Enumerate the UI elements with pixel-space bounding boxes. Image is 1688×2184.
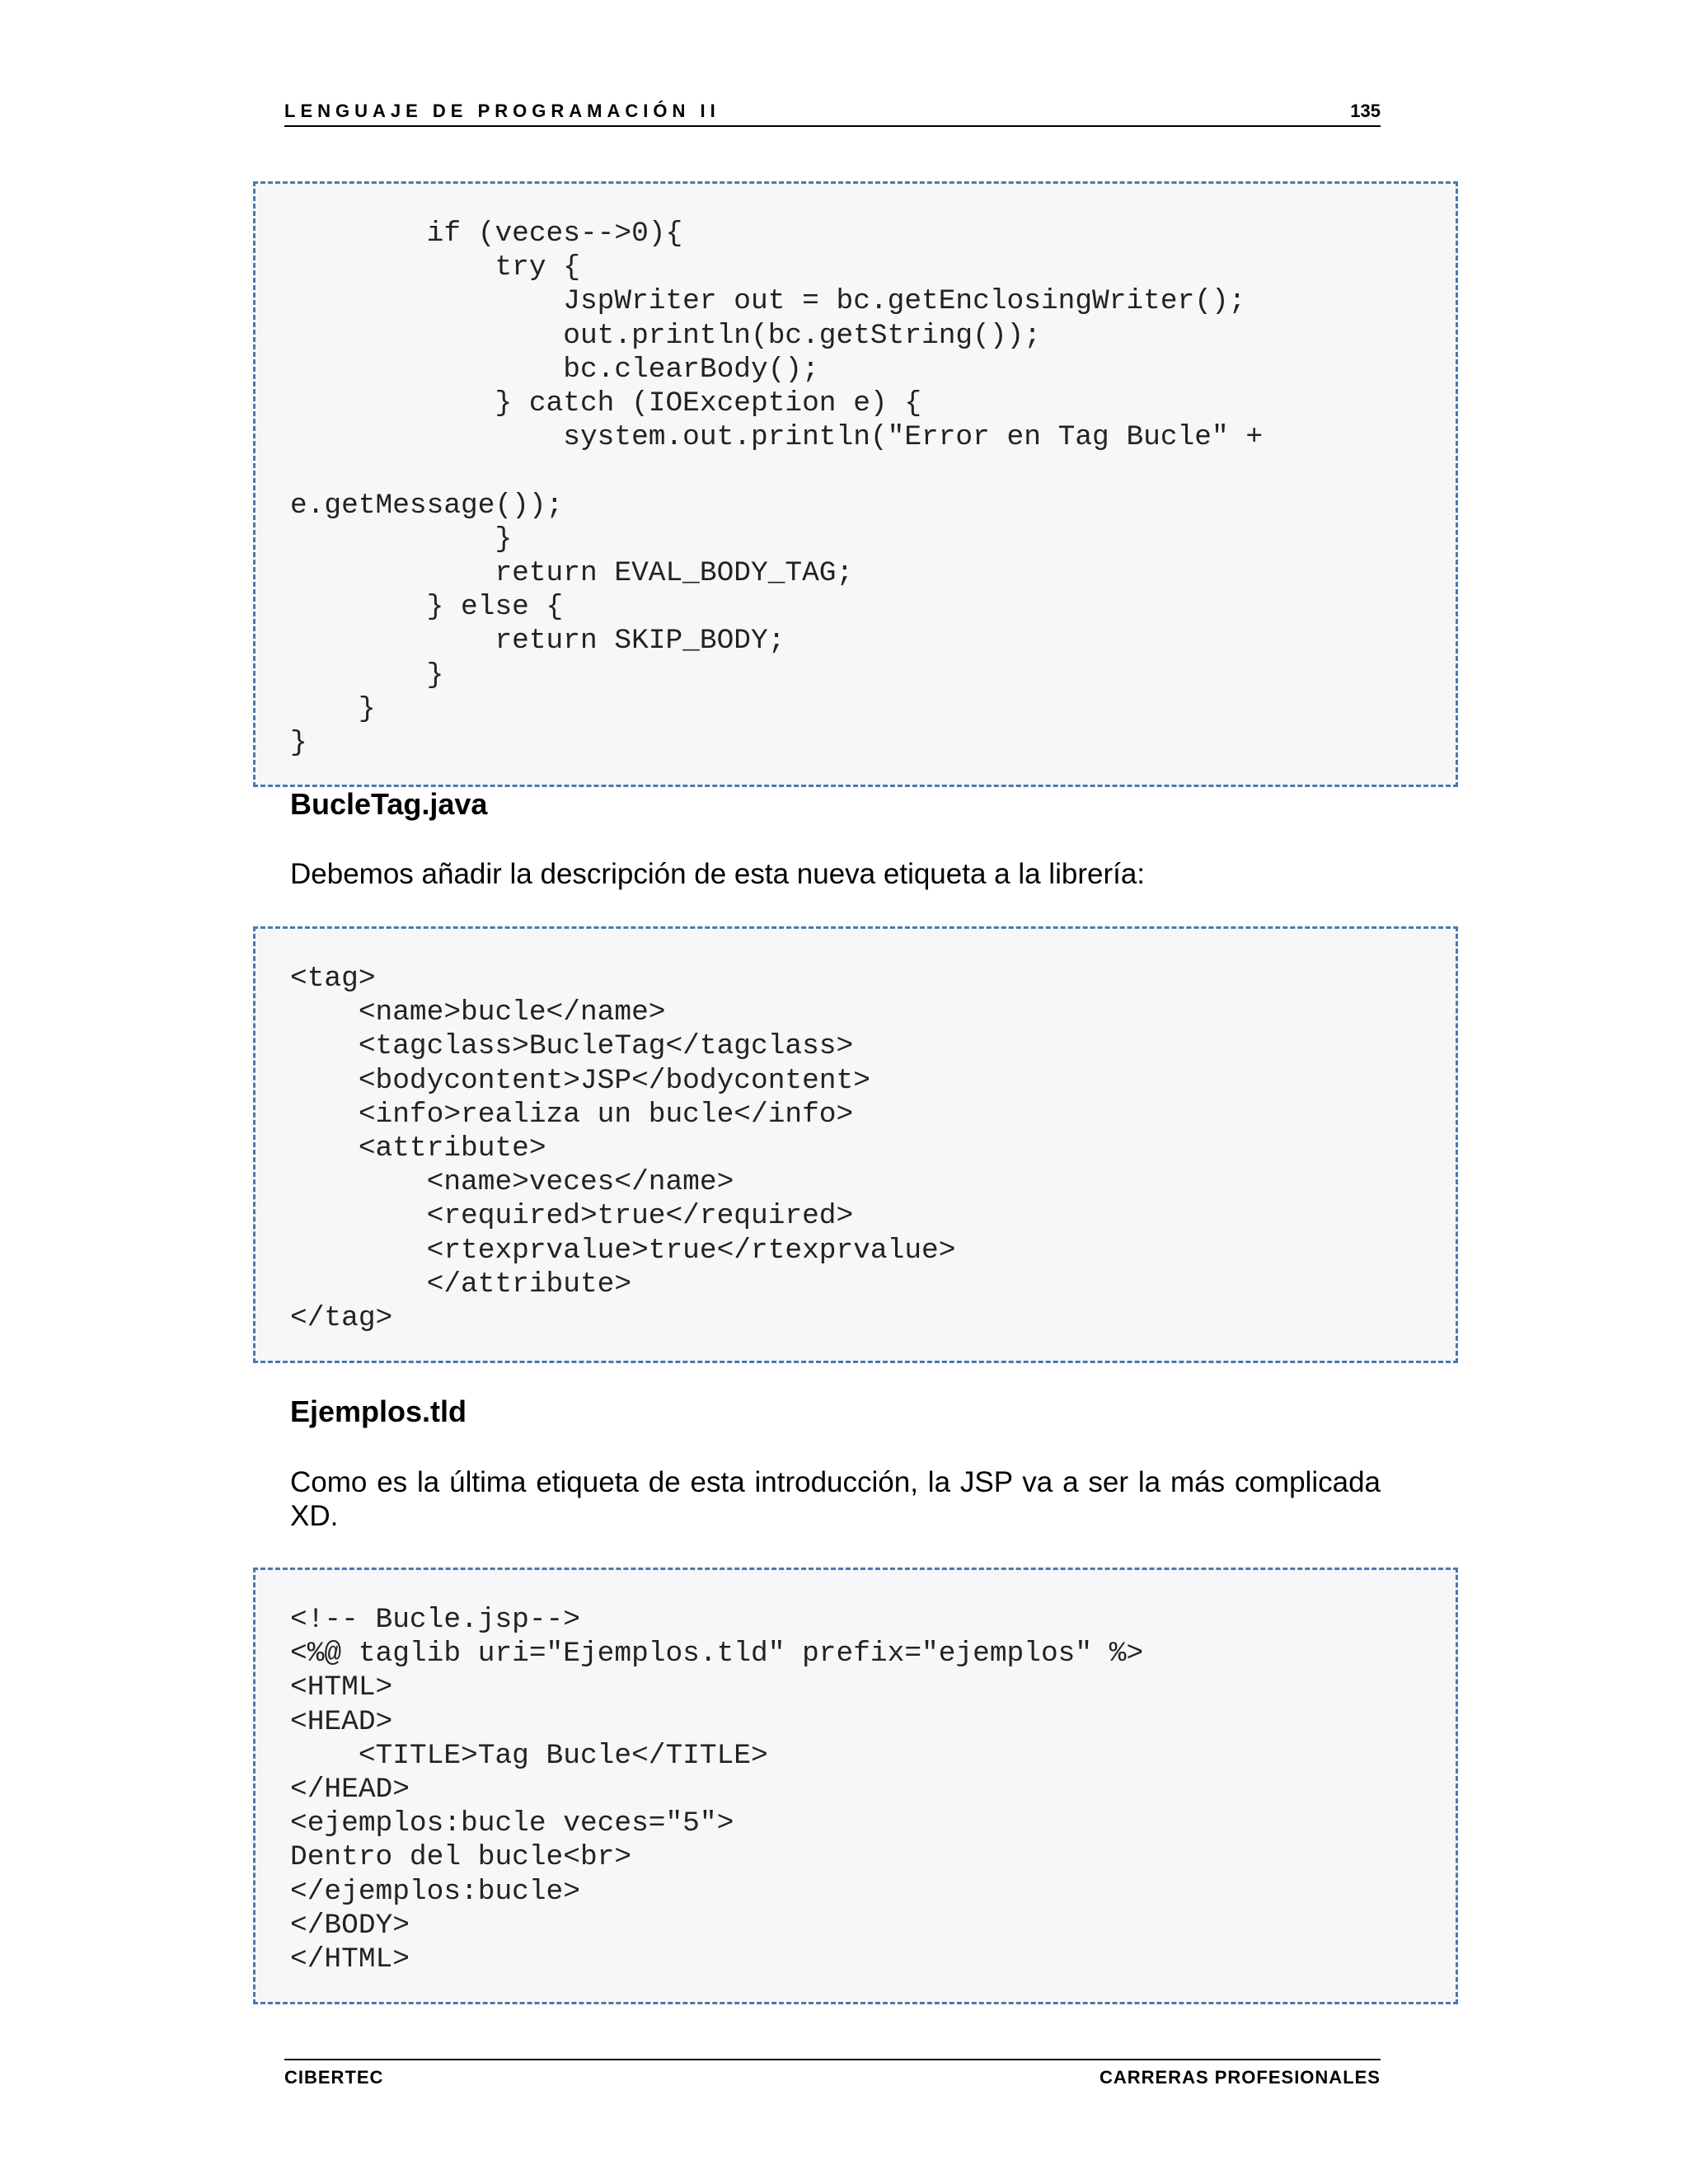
- footer-right: CARRERAS PROFESIONALES: [1099, 2067, 1381, 2088]
- code-text: <tag> <name>bucle</name> <tagclass>BucleTag</tagclass> <bodycontent>JSP</bodycontent> <info>realiza un bucle</info> <attribute> <name>veces</name> <required>true</required> <rtexprvalue>true</rtexprvalue> </attribute> </tag>: [290, 963, 956, 1335]
- code-text: <!-- Bucle.jsp--> <%@ taglib uri="Ejemplos.tld" prefix="ejemplos" %> <HTML> <HEAD> <TITLE>Tag Bucle</TITLE> </HEAD> <ejemplos:bucle veces="5"> Dentro del bucle<br> </ejemplos:bucle> </BODY> </HTML>: [290, 1604, 1144, 1976]
- code-text: if (veces-->0){ try { JspWriter out = bc.getEnclosingWriter(); out.println(bc.getString()); bc.clearBody(); } catch (IOException e) { system.out.println("Error en Tag Bucle" + e.getMessage()); } return EVAL_BODY_TAG; } else { return SKIP_BODY; } } }: [290, 218, 1264, 760]
- section-heading: BucleTag.java: [290, 787, 488, 821]
- code-block-jsp: [253, 1568, 1458, 2004]
- footer-left: CIBERTEC: [284, 2067, 384, 2088]
- code-block-tld: [253, 926, 1458, 1363]
- section-heading: Ejemplos.tld: [290, 1394, 467, 1428]
- page-number: 135: [1350, 101, 1381, 121]
- code-block-java: [253, 181, 1458, 787]
- page-footer: [284, 2059, 1381, 2088]
- section-paragraph: Como es la última etiqueta de esta introducción, la JSP va a ser la más complicada XD.: [290, 1466, 1381, 1532]
- page-header: [284, 92, 1381, 127]
- header-title: LENGUAJE DE PROGRAMACIÓN II: [284, 101, 720, 121]
- section-paragraph: Debemos añadir la descripción de esta nueva etiqueta a la librería:: [290, 858, 1146, 890]
